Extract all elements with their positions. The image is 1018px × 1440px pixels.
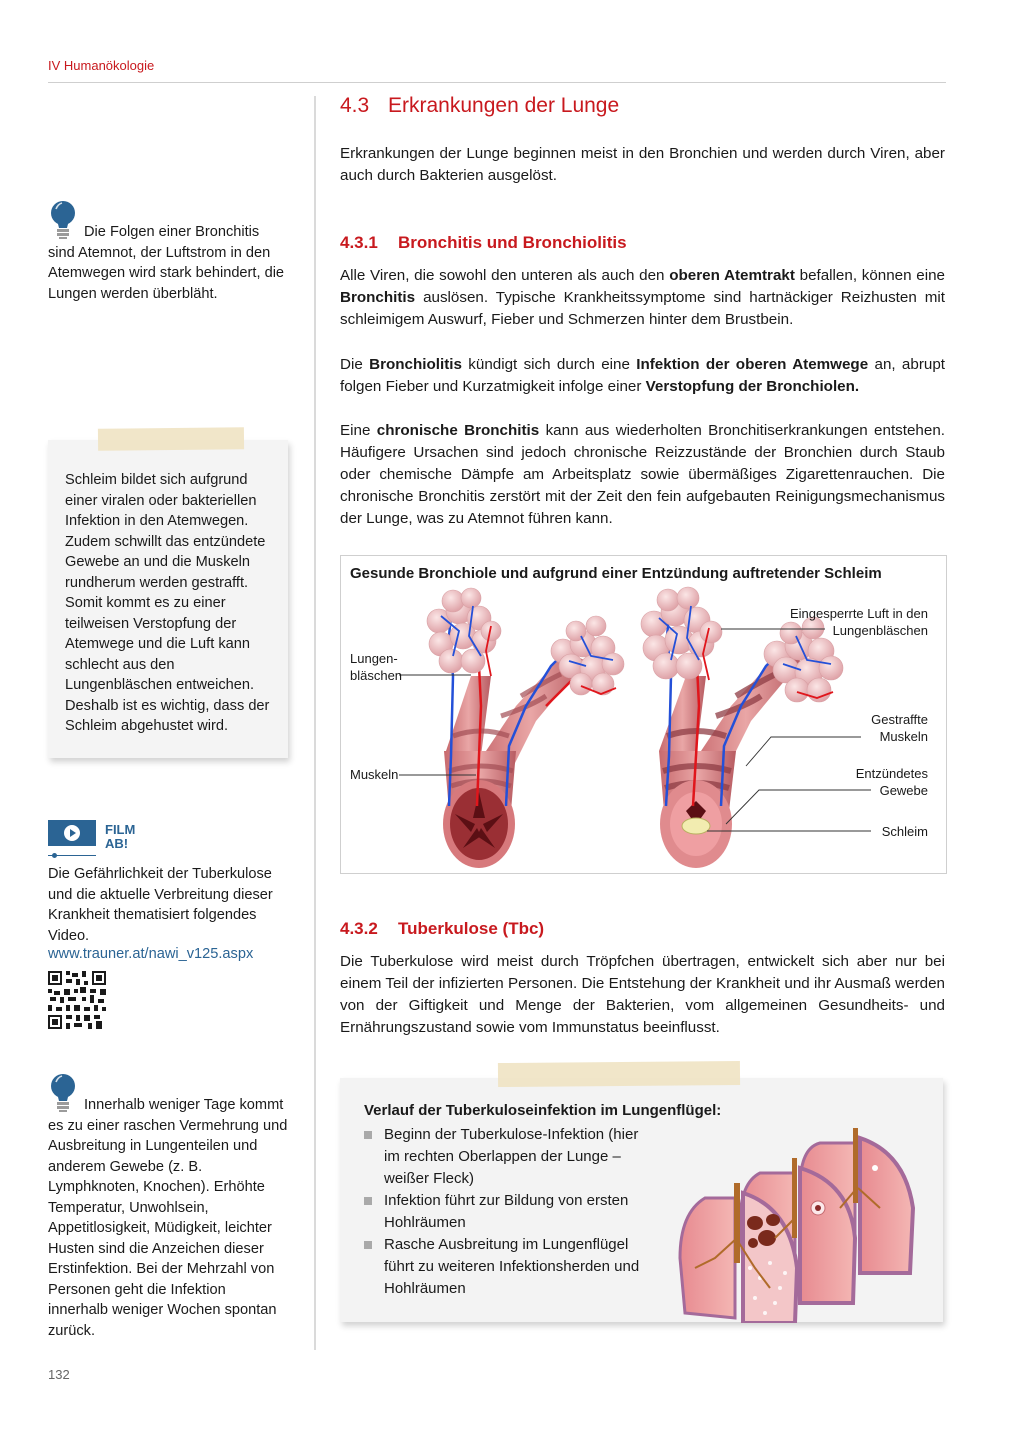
tip-2-text: Innerhalb weniger Tage kommt es zu einer raschen Vermehrung und Ausbreitung in Lungenteilen und anderem Gewebe (z. B. Lymphknoten, Knochen). Erhöhte Temperatur, Unwohlsein, Appetitlosigkeit, Müdigkeit, leichter Husten sind die Anzeichen dieser Erstinfektion. Bei der Mehrzahl von Personen geht die Infektion innerhalb weniger Wochen spontan zurück. [48, 1097, 288, 1339]
subsection-title-1: Bronchitis und Bronchiolitis [398, 233, 627, 252]
text-run: befallen, können eine [794, 267, 946, 284]
subsection-heading-2 [340, 919, 544, 939]
column-divider [314, 96, 316, 1350]
label-line: Eingesperrte Luft in den [789, 606, 928, 621]
label-lungenblaeschen [350, 650, 402, 684]
label-line: Gewebe [879, 783, 928, 798]
section-intro: Erkrankungen der Lunge beginnen meist in den Bronchien und werden durch Viren, aber auch durch Bakterien ausgelöst. [340, 145, 945, 184]
section-title: Erkrankungen der Lunge [388, 94, 620, 117]
header-rule [48, 82, 946, 83]
label-line: Lungen- [350, 651, 398, 666]
bold-term: chronische Bronchitis [376, 422, 540, 439]
tb-lung-illustration [675, 1128, 920, 1323]
tip-box-1 [48, 200, 288, 304]
film-text: Die Gefährlichkeit der Tuberkulose und die aktuelle Verbreitung dieser Krankheit thematisiert folgendes Video. [48, 866, 273, 944]
video-progress-dot [52, 853, 57, 858]
label-line: Muskeln [879, 729, 928, 744]
tb-stage-list [364, 1124, 654, 1300]
text-run: kündigt sich durch eine [461, 356, 637, 373]
qr-code[interactable] [48, 971, 106, 1029]
tb-stage-item: Beginn der Tuberkulose-Infektion (hier im rechten Oberlappen der Lunge – weißer Fleck) [364, 1124, 654, 1190]
subsection-number-1: 4.3.1 [340, 233, 378, 252]
tb-stage-item: Rasche Ausbreitung im Lungenflügel führt zu weiteren Infektionsherden und Hohlräumen [364, 1234, 654, 1300]
bronchitis-paragraph-3 [340, 420, 945, 530]
bold-term: Infektion der oberen Atemwege [636, 356, 869, 373]
film-label-1: FILM [105, 822, 136, 837]
tb-stage-item: Infektion führt zur Bildung von ersten Hohlräumen [364, 1190, 654, 1234]
running-head: IV Humanökologie [48, 58, 155, 73]
bronchiole-illustration [341, 556, 946, 873]
lightbulb-icon [48, 1073, 78, 1113]
text-run: an, abrupt folgen Fieber und Kurzatmigkeit infolge einer [340, 356, 945, 395]
label-gestraffte-muskeln [871, 711, 928, 745]
film-ab-badge[interactable] [48, 820, 288, 860]
bold-term: Verstopfung der Bronchiolen. [645, 378, 860, 395]
bold-term: Bronchiolitis [369, 356, 462, 373]
tape-decoration [98, 427, 244, 451]
subsection-title-2: Tuberkulose (Tbc) [398, 919, 545, 938]
figure-title: Gesunde Bronchiole und aufgrund einer Entzündung auftretender Schleim [350, 565, 882, 582]
section-heading [340, 94, 619, 118]
tip-box-2 [48, 1073, 288, 1341]
label-schleim: Schleim [881, 824, 928, 839]
text-run: Die [340, 356, 370, 373]
label-line: bläschen [350, 668, 403, 683]
text-run: Eine [340, 422, 377, 439]
bold-term: Bronchitis [340, 289, 416, 306]
healthy-bronchiole [427, 588, 624, 868]
label-eingesperrte-luft [790, 605, 928, 639]
label-line: Gestraffte [871, 712, 928, 727]
tape-decoration [498, 1061, 740, 1087]
subsection-heading-1 [340, 233, 627, 253]
tb-card-title: Verlauf der Tuberkuloseinfektion im Lungenflügel: [364, 1102, 722, 1119]
text-run: Alle Viren, die sowohl den unteren als auch den [340, 267, 670, 284]
tuberkulose-paragraph: Die Tuberkulose wird meist durch Tröpfchen übertragen, entwickelt sich aber nur bei einem Teil der infizierten Personen. Die Entstehung der Krankheit und ihr Ausmaß werden von der Giftigkeit und Menge der Bakterien, vom allgemeinen Gesundheits- und Ernährungszustand sowie vom Immunstatus beeinflusst. [340, 953, 945, 1036]
bold-term: oberen Atemtrakt [669, 267, 795, 284]
section-number: 4.3 [340, 94, 370, 117]
label-muskeln: Muskeln [350, 767, 399, 782]
label-line: Entzündetes [855, 766, 928, 781]
text-run: kann aus wiederholten Bronchitiserkrankungen entstehen. Häufigere Ursachen sind jedoch chronische Reizzustände der Bronchien durch Staub oder chemische Dämpfe am Arbeitsplatz sowie übermäßiges Zigarettenrauchen. Die chronische Bronchitis zerstört mit der Zeit den fein aufgebauten Reinigungsmechanismus der Lunge, was zu Atemnot führen kann. [340, 422, 945, 527]
bronchitis-paragraph-1 [340, 265, 945, 331]
label-line: Lungenbläschen [832, 623, 928, 638]
bronchiole-figure [340, 555, 947, 874]
video-play-icon [48, 820, 96, 846]
page-number: 132 [48, 1367, 70, 1382]
tip-1-text: Die Folgen einer Bronchitis sind Atemnot, der Luftstrom in den Atemwegen wird stark behindert, die Lungen werden überbläht. [48, 224, 285, 302]
film-label-2: AB! [105, 836, 129, 851]
bronchitis-paragraph-2 [340, 354, 945, 398]
video-link[interactable]: www.trauner.at/nawi_v125.aspx [48, 946, 254, 962]
note-card-text: Schleim bildet sich aufgrund einer viralen oder bakteriellen Infektion in den Atemwegen. Zudem schwillt das entzündete Gewebe an und die Muskeln rundherum werden gestrafft. Somit kommt es zu einer teilweisen Verstopfung der Atemwege und die Luft kann schlecht aus den Lungenbläschen entweichen. Deshalb ist es wichtig, dass der Schleim abgehustet wird. [65, 472, 270, 734]
text-run: auslösen. Typische Krankheitssymptome sind hartnäckiger Reizhusten mit schleimigem Auswurf, Fieber und Schmerzen hinter dem Brustbein. [340, 289, 945, 328]
label-entzuendetes-gewebe [856, 765, 928, 799]
subsection-number-2: 4.3.2 [340, 919, 378, 938]
lightbulb-icon [48, 200, 78, 240]
